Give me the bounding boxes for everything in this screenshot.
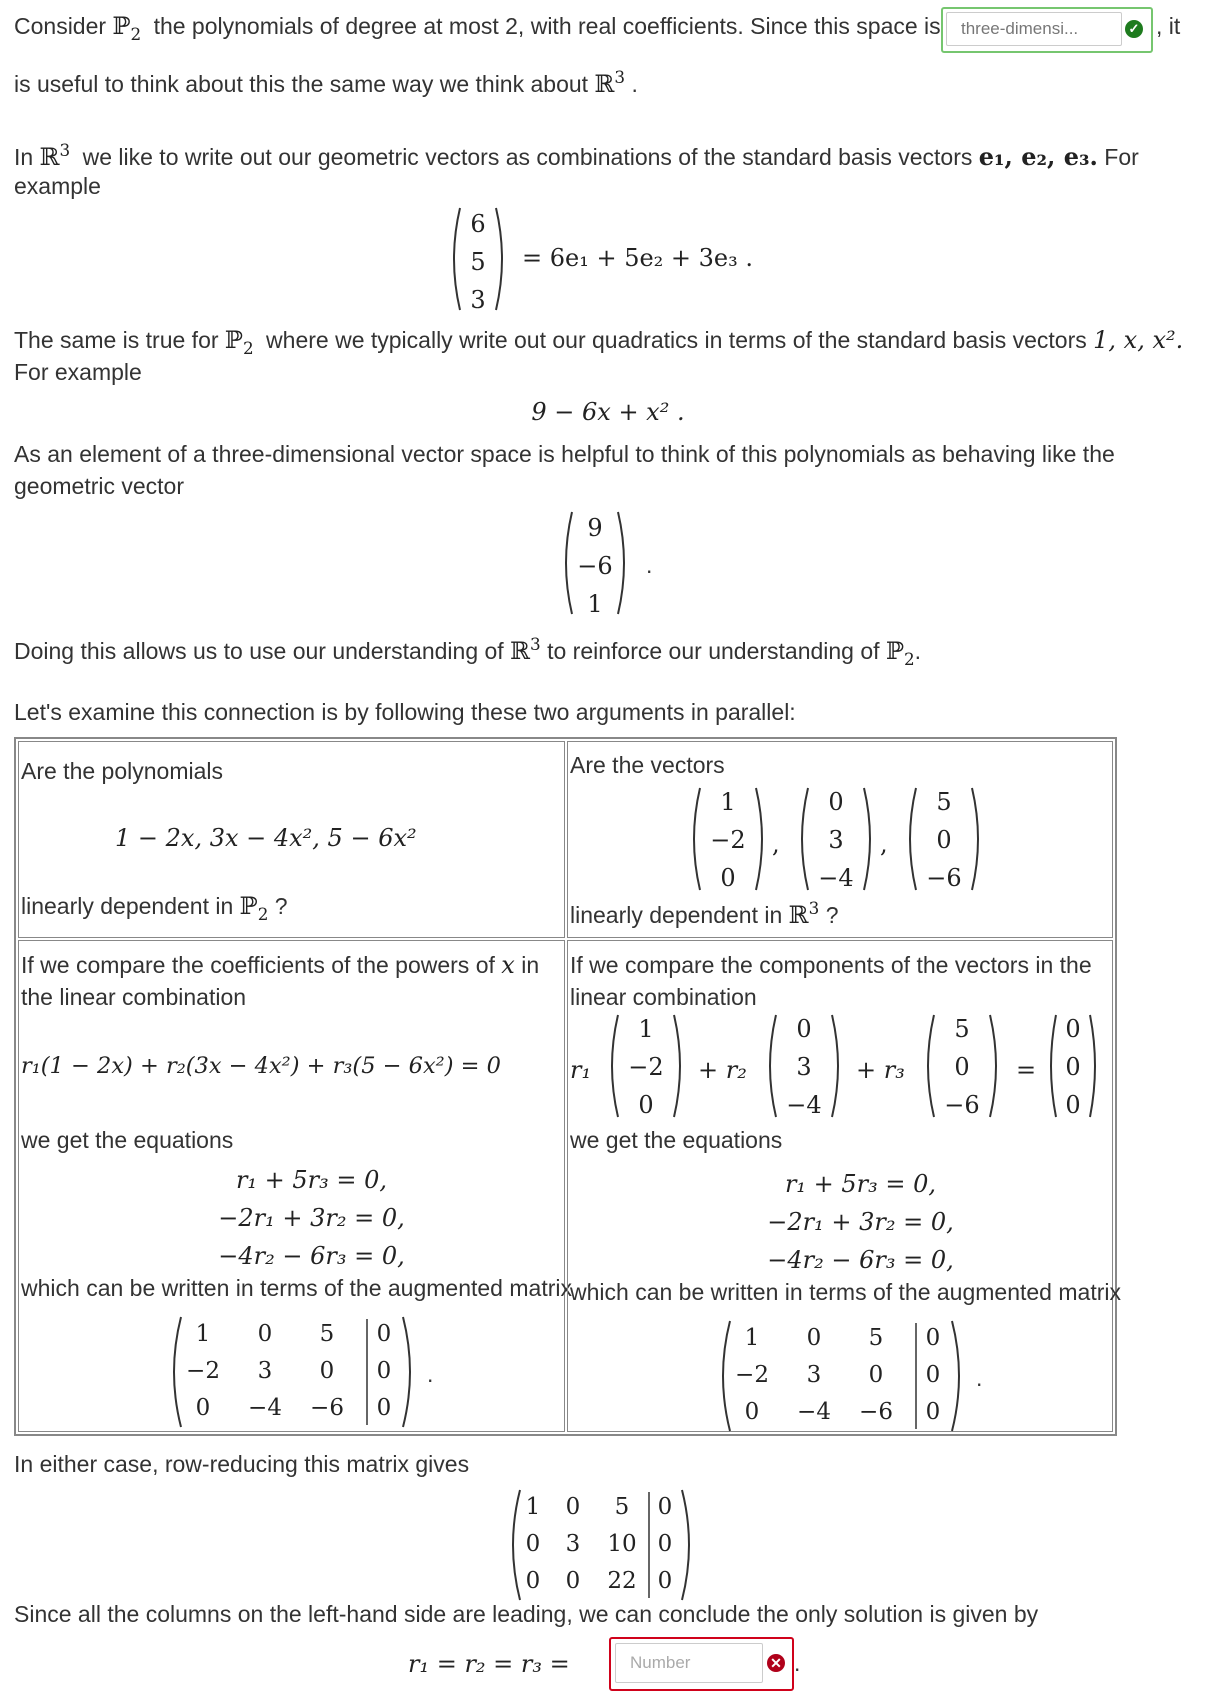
basis-monomials: 1, x, x². bbox=[1093, 326, 1184, 354]
var-x: x bbox=[501, 951, 515, 979]
right-question-cell: Are the vectors 1 −2 0 , 0 3 −4 , 5 0 −6 linearly dependent in ℝ$^3$ ? bbox=[567, 741, 1113, 938]
basis-combination: = 6e₁ + 5e₂ + 3e₃ . bbox=[522, 244, 754, 272]
matrix-entry: 0 bbox=[376, 1358, 392, 1384]
polynomial-list: 1 − 2x, 3x − 4x², 5 − 6x² bbox=[115, 824, 417, 852]
vector-entry: −4 bbox=[818, 864, 854, 892]
coeff-r3: + r₃ bbox=[856, 1056, 905, 1084]
p3-text-c: For example bbox=[14, 359, 142, 385]
p2-text-b: we like to write out our geometric vectors as combinations of the standard basis vectors bbox=[82, 144, 973, 170]
dimension-input[interactable] bbox=[946, 12, 1122, 46]
matrix-entry: 5 bbox=[614, 1494, 630, 1520]
matrix-entry: −6 bbox=[310, 1395, 344, 1421]
answer-box-dimension[interactable] bbox=[941, 7, 1153, 53]
vector-entry: 9 bbox=[587, 514, 603, 542]
matrix-entry: 0 bbox=[925, 1325, 941, 1351]
example-polynomial: 9 − 6x + x² . bbox=[531, 398, 685, 426]
matrix-entry: 0 bbox=[525, 1531, 541, 1557]
left-argument-cell: If we compare the coefficients of the powers of x in the linear combination r₁(1 − 2x) + r₂(3x − 4x²) + r₃(5 − 6x²) = 0 we get the equations r₁ + 5r₃ = 0, −2r₁ + 3r₂ = 0, −4r₂ − 6r₃ = 0, which can be written in terms of the augmented matrix 1 0 5 0 −2 3 0 0 0 −4 −6 0 . bbox=[18, 940, 565, 1432]
matrix-entry: −4 bbox=[797, 1399, 831, 1425]
p3-text-b: where we typically write out our quadratics in terms of the standard basis vectors bbox=[266, 327, 1087, 353]
vector-entry: 1 bbox=[638, 1015, 654, 1043]
vector-entry: 6 bbox=[470, 210, 486, 238]
matrix-entry: 3 bbox=[806, 1362, 822, 1388]
basis-vectors-e: e₁, e₂, e₃. bbox=[978, 142, 1098, 171]
vector-entry: 1 bbox=[587, 590, 603, 618]
right-compare-text bbox=[570, 949, 1092, 1013]
matrix-entry: 0 bbox=[565, 1494, 581, 1520]
matrix-entry: 3 bbox=[257, 1358, 273, 1384]
matrix-entry: −4 bbox=[248, 1395, 282, 1421]
combo-vector-v3 bbox=[922, 1011, 1002, 1121]
r3-symbol: ℝ$^3$ bbox=[39, 140, 71, 171]
left-get-equations: we get the equations bbox=[21, 1127, 234, 1153]
matrix-entry: 0 bbox=[925, 1362, 941, 1388]
vector-v2 bbox=[796, 784, 876, 894]
p2-symbol: ℙ$_2$ bbox=[885, 637, 915, 669]
p2-text-c: For bbox=[1104, 144, 1139, 170]
vector-entry: 3 bbox=[470, 286, 486, 314]
vector-entry: −6 bbox=[577, 552, 613, 580]
vector-entry: −6 bbox=[926, 864, 962, 892]
equals-sign: = bbox=[1016, 1056, 1037, 1084]
left-augmented-matrix bbox=[167, 1313, 417, 1431]
vector-entry: 0 bbox=[936, 826, 952, 854]
intro-text-b: the polynomials of degree at most 2, with real coefficients. Since this space is bbox=[153, 13, 941, 39]
intro-text-a: Consider bbox=[14, 13, 107, 39]
p2-symbol: ℙ$_2$ bbox=[112, 12, 142, 44]
matrix-entry: 0 bbox=[257, 1321, 273, 1347]
vector-v1 bbox=[688, 784, 768, 894]
vector-entry: −2 bbox=[710, 826, 746, 854]
equation-2: −2r₁ + 3r₂ = 0, bbox=[218, 1204, 405, 1232]
p5-text-b: to reinforce our understanding of bbox=[547, 638, 880, 664]
p5-period: . bbox=[914, 638, 922, 664]
right-get-equations: we get the equations bbox=[570, 1127, 783, 1153]
matrix-entry: 0 bbox=[319, 1358, 335, 1384]
matrix-entry: 1 bbox=[195, 1321, 211, 1347]
matrix-entry: 0 bbox=[565, 1568, 581, 1594]
matrix-entry: −2 bbox=[186, 1358, 220, 1384]
p4-text-a: As an element of a three-dimensional vector space is helpful to think of this polynomials as behaving like the bbox=[14, 441, 1115, 467]
p2-symbol: ℙ$_2$ bbox=[239, 892, 269, 924]
p2-symbol: ℙ$_2$ bbox=[224, 326, 254, 358]
vector-entry: 0 bbox=[796, 1015, 812, 1043]
matrix-entry: 1 bbox=[744, 1325, 760, 1351]
matrix-entry: 0 bbox=[744, 1399, 760, 1425]
r3-symbol: ℝ$^3$ bbox=[510, 634, 541, 665]
vector-entry: −6 bbox=[944, 1091, 980, 1119]
vector-entry: 0 bbox=[1065, 1053, 1081, 1081]
correct-check-icon: ✓ bbox=[1125, 20, 1143, 38]
answer-box-solution[interactable] bbox=[609, 1637, 794, 1691]
vector-entry: −4 bbox=[786, 1091, 822, 1119]
p5-text-a: Doing this allows us to use our understanding of bbox=[14, 638, 504, 664]
vector-entry: 0 bbox=[1065, 1015, 1081, 1043]
vector-entry: 5 bbox=[936, 788, 952, 816]
vector-entry: 5 bbox=[470, 248, 486, 276]
p8-text: Since all the columns on the left-hand side are leading, we can conclude the only solution is given by bbox=[14, 1601, 1039, 1627]
combo-vector-v2 bbox=[764, 1011, 844, 1121]
left-cmp-b: in bbox=[521, 952, 540, 978]
p2-text-d: example bbox=[14, 173, 101, 199]
intro-text-c: , it bbox=[1156, 13, 1181, 39]
matrix-entry: 0 bbox=[657, 1494, 673, 1520]
matrix-entry: 0 bbox=[657, 1568, 673, 1594]
coeff-r2: + r₂ bbox=[698, 1056, 747, 1084]
right-equation-system bbox=[568, 1165, 1113, 1279]
solution-input[interactable] bbox=[615, 1643, 763, 1683]
vector-9-6-1 bbox=[560, 508, 630, 618]
matrix-entry: 5 bbox=[868, 1325, 884, 1351]
vector-v3 bbox=[904, 784, 984, 894]
left-question-b bbox=[21, 892, 288, 924]
right-question-a: Are the vectors bbox=[570, 752, 725, 778]
p3-line-1 bbox=[14, 324, 1183, 364]
matrix-entry: −6 bbox=[859, 1399, 893, 1425]
r3-symbol: ℝ$^3$ bbox=[788, 898, 820, 929]
zero-vector bbox=[1046, 1011, 1100, 1121]
vector-entry: 1 bbox=[720, 788, 736, 816]
equation-3: −4r₂ − 6r₃ = 0, bbox=[218, 1242, 405, 1270]
p2-text-a: In bbox=[14, 144, 34, 170]
left-cmp-a: If we compare the coefficients of the powers of bbox=[21, 952, 495, 978]
matrix-entry: 0 bbox=[195, 1395, 211, 1421]
left-q-text: linearly dependent in bbox=[21, 893, 234, 919]
matrix-entry: 0 bbox=[868, 1362, 884, 1388]
p7-text: In either case, row-reducing this matrix gives bbox=[14, 1451, 470, 1477]
left-compare-text bbox=[21, 949, 551, 1013]
intro-period: . bbox=[631, 71, 638, 97]
intro-text-d: is useful to think about this the same way we think about bbox=[14, 71, 589, 97]
polynomial-combination: r₁(1 − 2x) + r₂(3x − 4x²) + r₃(5 − 6x²) = 0 bbox=[21, 1053, 501, 1079]
matrix-entry: 3 bbox=[565, 1531, 581, 1557]
matrix-entry: 0 bbox=[376, 1321, 392, 1347]
matrix-entry: 0 bbox=[806, 1325, 822, 1351]
matrix-entry: 5 bbox=[319, 1321, 335, 1347]
equation-1: r₁ + 5r₃ = 0, bbox=[784, 1170, 937, 1198]
left-question-a: Are the polynomials bbox=[21, 758, 223, 784]
vector-entry: 0 bbox=[1065, 1091, 1081, 1119]
matrix-entry: 0 bbox=[376, 1395, 392, 1421]
vector-entry: 3 bbox=[828, 826, 844, 854]
p2-line-1 bbox=[14, 134, 1139, 173]
vector-entry: 0 bbox=[954, 1053, 970, 1081]
left-equation-system bbox=[19, 1161, 564, 1275]
p6-text: Let's examine this connection is by following these two arguments in parallel: bbox=[14, 699, 796, 725]
matrix-entry: −2 bbox=[735, 1362, 769, 1388]
p3-text-a: The same is true for bbox=[14, 327, 219, 353]
right-cmp-b: linear combination bbox=[570, 984, 757, 1010]
right-cmp-a: If we compare the components of the vectors in the bbox=[570, 952, 1092, 978]
reduced-matrix bbox=[506, 1486, 696, 1604]
vector-entry: 5 bbox=[954, 1015, 970, 1043]
question-mark: ? bbox=[274, 893, 288, 919]
parallel-arguments-table bbox=[14, 737, 1121, 1436]
left-question-cell bbox=[18, 741, 565, 938]
coeff-r1: r₁ bbox=[570, 1056, 592, 1084]
equation-1: r₁ + 5r₃ = 0, bbox=[235, 1166, 388, 1194]
vector-entry: −2 bbox=[628, 1053, 664, 1081]
incorrect-x-icon: ✕ bbox=[767, 1654, 785, 1672]
matrix-entry: 0 bbox=[925, 1399, 941, 1425]
final-period: . bbox=[794, 1650, 801, 1676]
vector-653 bbox=[448, 204, 508, 314]
vector-entry: 0 bbox=[828, 788, 844, 816]
left-cmp-c: the linear combination bbox=[21, 984, 247, 1010]
vector-entry: 0 bbox=[638, 1091, 654, 1119]
right-q-text: linearly dependent in bbox=[570, 902, 783, 928]
p4-text-b: geometric vector bbox=[14, 473, 185, 499]
matrix-entry: 0 bbox=[657, 1531, 673, 1557]
combo-vector-v1 bbox=[606, 1011, 686, 1121]
matrix-entry: 22 bbox=[607, 1568, 637, 1594]
vector-entry: 3 bbox=[796, 1053, 812, 1081]
p5-line bbox=[14, 628, 921, 675]
vector-entry: 0 bbox=[720, 864, 736, 892]
equation-3: −4r₂ − 6r₃ = 0, bbox=[767, 1246, 954, 1274]
left-augmented-text: which can be written in terms of the augmented matrix bbox=[21, 1275, 572, 1301]
right-argument-cell: If we compare the components of the vectors in the linear combination r₁ 1 −2 0 + r₂ 0 3 −4 + r₃ 5 0 −6 = 0 0 0 we get the equations r₁ + 5r₃ = 0, −2r₁ + 3r₂ = 0, −4r₂ − 6r₃ = 0, which can be written in terms of the augmented matrix 1 0 5 0 −2 3 0 0 0 −4 −6 0 . bbox=[567, 940, 1113, 1432]
intro-line-1 bbox=[14, 10, 941, 50]
question-mark: ? bbox=[825, 902, 839, 928]
matrix-entry: 10 bbox=[607, 1531, 637, 1557]
r3-symbol: ℝ$^3$ bbox=[594, 67, 626, 98]
matrix-entry: 0 bbox=[525, 1568, 541, 1594]
solution-lhs: r₁ = r₂ = r₃ = bbox=[408, 1650, 570, 1678]
right-augmented-matrix bbox=[716, 1317, 966, 1435]
equation-2: −2r₁ + 3r₂ = 0, bbox=[767, 1208, 954, 1236]
intro-line-2 bbox=[14, 61, 638, 100]
right-question-b bbox=[570, 898, 839, 929]
matrix-entry: 1 bbox=[525, 1494, 541, 1520]
right-augmented-text: which can be written in terms of the augmented matrix bbox=[570, 1279, 1121, 1305]
